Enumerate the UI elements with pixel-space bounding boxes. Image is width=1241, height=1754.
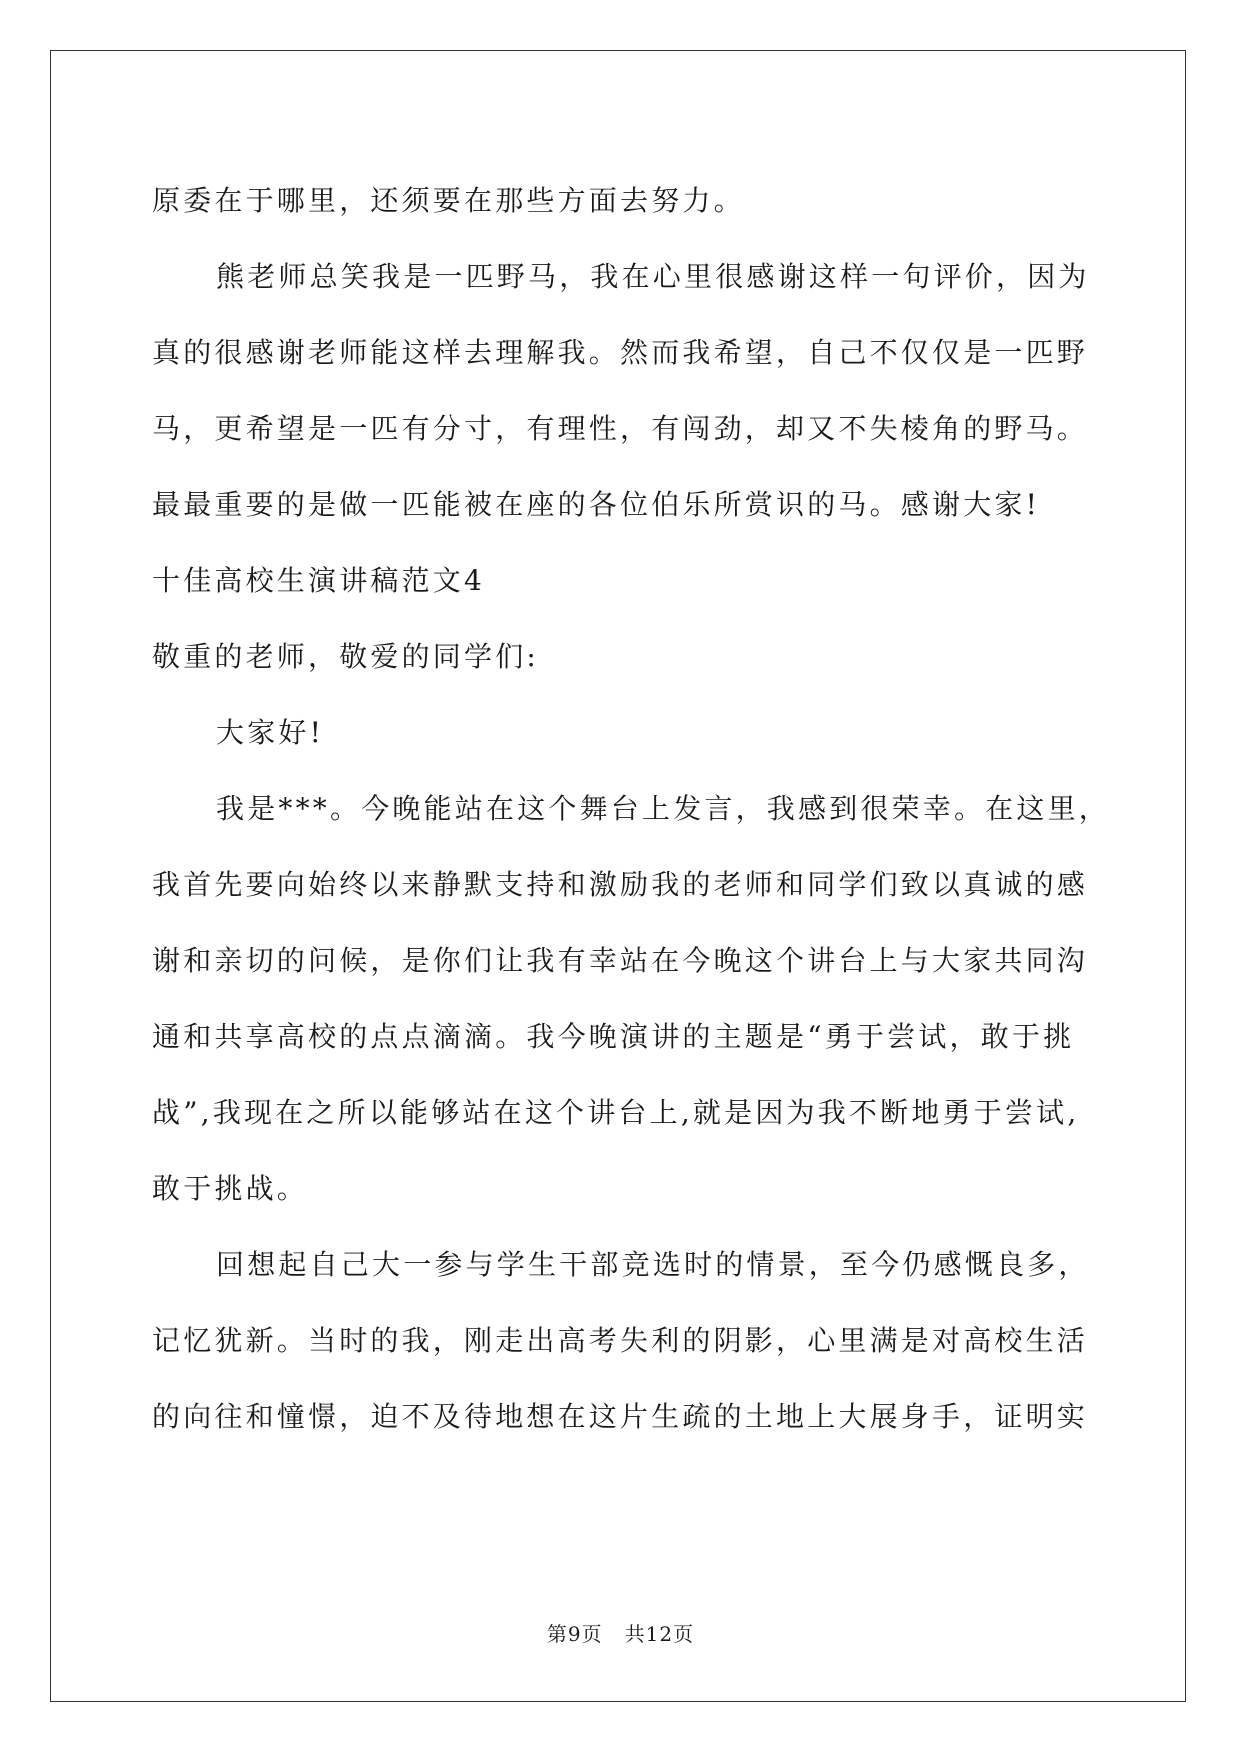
text-line: 真的很感谢老师能这样去理解我。然而我希望，自己不仅仅是一匹野 bbox=[152, 336, 1089, 369]
document-body bbox=[152, 163, 1111, 1455]
text-line: 战”,我现在之所以能够站在这个讲台上,就是因为我不断地勇于尝试, bbox=[152, 1096, 1080, 1129]
page-footer bbox=[0, 1618, 1241, 1647]
text-line: 的向往和憧憬，迫不及待地想在这片生疏的土地上大展身手，证明实 bbox=[152, 1400, 1089, 1433]
text-line: 通和共享高校的点点滴滴。我今晚演讲的主题是“勇于尝试，敢于挑 bbox=[152, 1020, 1075, 1053]
text-line: 马，更希望是一匹有分寸，有理性，有闯劲，却又不失棱角的野马。 bbox=[152, 412, 1089, 445]
text-line: 敢于挑战。 bbox=[152, 1172, 309, 1205]
text-line: 记忆犹新。当时的我，刚走出高考失利的阴影，心里满是对高校生活 bbox=[152, 1324, 1089, 1357]
page-number: 第9页 bbox=[546, 1622, 603, 1646]
salutation: 敬重的老师，敬爱的同学们: bbox=[152, 640, 540, 673]
text-line: 熊老师总笑我是一匹野马，我在心里很感谢这样一句评价，因为 bbox=[216, 260, 1090, 293]
greeting: 大家好! bbox=[216, 716, 325, 749]
text-line: 原委在于哪里，还须要在那些方面去努力。 bbox=[152, 184, 745, 217]
text-line: 我是***。今晚能站在这个舞台上发言，我感到很荣幸。在这里， bbox=[216, 792, 1111, 825]
text-line: 谢和亲切的问候，是你们让我有幸站在今晚这个讲台上与大家共同沟 bbox=[152, 944, 1089, 977]
text-line: 我首先要向始终以来静默支持和激励我的老师和同学们致以真诚的感 bbox=[152, 868, 1089, 901]
page-total: 共12页 bbox=[624, 1622, 695, 1646]
text-line: 回想起自己大一参与学生干部竞选时的情景，至今仍感慨良多， bbox=[216, 1248, 1090, 1281]
section-heading: 十佳高校生演讲稿范文4 bbox=[152, 564, 486, 597]
text-line: 最最重要的是做一匹能被在座的各位伯乐所赏识的马。感谢大家! bbox=[152, 488, 1041, 521]
